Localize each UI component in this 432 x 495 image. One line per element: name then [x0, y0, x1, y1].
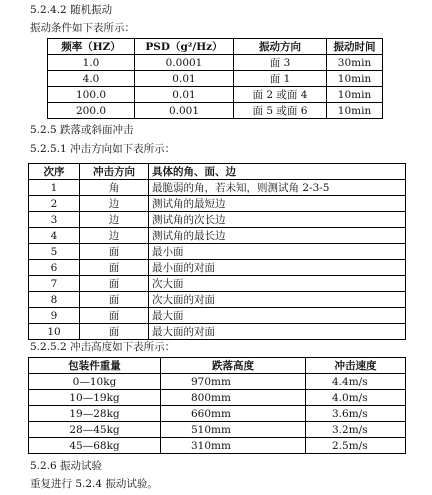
table-row [29, 196, 406, 212]
header-duration: 振动时间 [327, 39, 383, 55]
cell: 4.0 [48, 71, 135, 87]
cell: 次大面 [149, 276, 406, 292]
cell: 边 [80, 228, 149, 244]
cell: 6 [29, 260, 80, 276]
table-header-row [29, 358, 406, 374]
section-heading-526: 5.2.6 振动试验 [30, 460, 103, 472]
cell: 3.2m/s [306, 422, 406, 438]
header-psd: PSD（g²/Hz） [135, 39, 234, 55]
header-drop-height: 跌落高度 [161, 358, 306, 374]
cell: 最大面的对面 [149, 324, 406, 340]
cell: 测试角的最短边 [149, 196, 406, 212]
cell: 次大面的对面 [149, 292, 406, 308]
cell: 面 [80, 308, 149, 324]
table-row [29, 292, 406, 308]
cell: 面 [80, 324, 149, 340]
cell: 面 [80, 292, 149, 308]
header-corner-face-edge: 具体的角、面、边 [149, 164, 406, 180]
cell: 7 [29, 276, 80, 292]
table-row [29, 324, 406, 340]
table-row [29, 374, 406, 390]
cell: 4 [29, 228, 80, 244]
table-row [29, 260, 406, 276]
cell: 面 3 [234, 55, 327, 71]
cell: 3.6m/s [306, 406, 406, 422]
table-row [29, 244, 406, 260]
header-package-weight: 包装件重量 [29, 358, 161, 374]
impact-direction-table [28, 163, 406, 340]
cell: 最大面 [149, 308, 406, 324]
section-heading-525: 5.2.5 跌落或斜面冲击 [30, 124, 134, 136]
drop-height-table [28, 357, 406, 454]
cell: 310mm [161, 438, 306, 454]
cell: 边 [80, 196, 149, 212]
cell: 4.4m/s [306, 374, 406, 390]
cell: 10min [327, 71, 383, 87]
vibration-conditions-table [47, 38, 383, 119]
cell: 角 [80, 180, 149, 196]
table-header-row [48, 39, 383, 55]
cell: 660mm [161, 406, 306, 422]
table-row [48, 71, 383, 87]
drop-height-intro: 5.2.5.2 冲击高度如下表所示： [30, 341, 176, 353]
cell: 测试角的次长边 [149, 212, 406, 228]
cell: 面 2 或面 4 [234, 87, 327, 103]
section-heading-5242: 5.2.4.2 随机振动 [30, 4, 113, 16]
cell: 200.0 [48, 103, 135, 119]
cell: 最小面 [149, 244, 406, 260]
table-row [29, 212, 406, 228]
table-row [48, 55, 383, 71]
cell: 0.01 [135, 71, 234, 87]
table-row [29, 228, 406, 244]
impact-direction-intro: 5.2.5.1 冲击方向如下表所示： [30, 143, 176, 155]
cell: 面 5 或面 6 [234, 103, 327, 119]
cell: 10—19kg [29, 390, 161, 406]
header-impact-velocity: 冲击速度 [306, 358, 406, 374]
cell: 面 [80, 244, 149, 260]
table-row [29, 276, 406, 292]
cell: 0.0001 [135, 55, 234, 71]
cell: 970mm [161, 374, 306, 390]
cell: 最脆弱的角，若未知，则测试角 2-3-5 [149, 180, 406, 196]
cell: 0—10kg [29, 374, 161, 390]
header-frequency: 频率（HZ） [48, 39, 135, 55]
cell: 9 [29, 308, 80, 324]
table-row [29, 438, 406, 454]
cell: 2 [29, 196, 80, 212]
cell: 19—28kg [29, 406, 161, 422]
cell: 面 [80, 260, 149, 276]
cell: 28—45kg [29, 422, 161, 438]
table-row [29, 406, 406, 422]
cell: 45—68kg [29, 438, 161, 454]
cell: 8 [29, 292, 80, 308]
header-direction: 振动方向 [234, 39, 327, 55]
cell: 面 1 [234, 71, 327, 87]
cell: 边 [80, 212, 149, 228]
cell: 最小面的对面 [149, 260, 406, 276]
cell: 0.01 [135, 87, 234, 103]
cell: 10 [29, 324, 80, 340]
vibration-test-body: 重复进行 5.2.4 振动试验。 [30, 478, 158, 490]
cell: 1.0 [48, 55, 135, 71]
cell: 800mm [161, 390, 306, 406]
table-header-row [29, 164, 406, 180]
table-row [29, 422, 406, 438]
cell: 10min [327, 87, 383, 103]
cell: 30min [327, 55, 383, 71]
cell: 2.5m/s [306, 438, 406, 454]
table-row [29, 180, 406, 196]
table-row [29, 308, 406, 324]
table-row [48, 87, 383, 103]
vibration-intro: 振动条件如下表所示： [30, 22, 135, 34]
cell: 100.0 [48, 87, 135, 103]
cell: 面 [80, 276, 149, 292]
cell: 1 [29, 180, 80, 196]
cell: 测试角的最长边 [149, 228, 406, 244]
cell: 3 [29, 212, 80, 228]
cell: 510mm [161, 422, 306, 438]
table-row [29, 390, 406, 406]
header-order: 次序 [29, 164, 80, 180]
cell: 0.001 [135, 103, 234, 119]
cell: 5 [29, 244, 80, 260]
header-impact-direction: 冲击方向 [80, 164, 149, 180]
cell: 10min [327, 103, 383, 119]
cell: 4.0m/s [306, 390, 406, 406]
table-row [48, 103, 383, 119]
